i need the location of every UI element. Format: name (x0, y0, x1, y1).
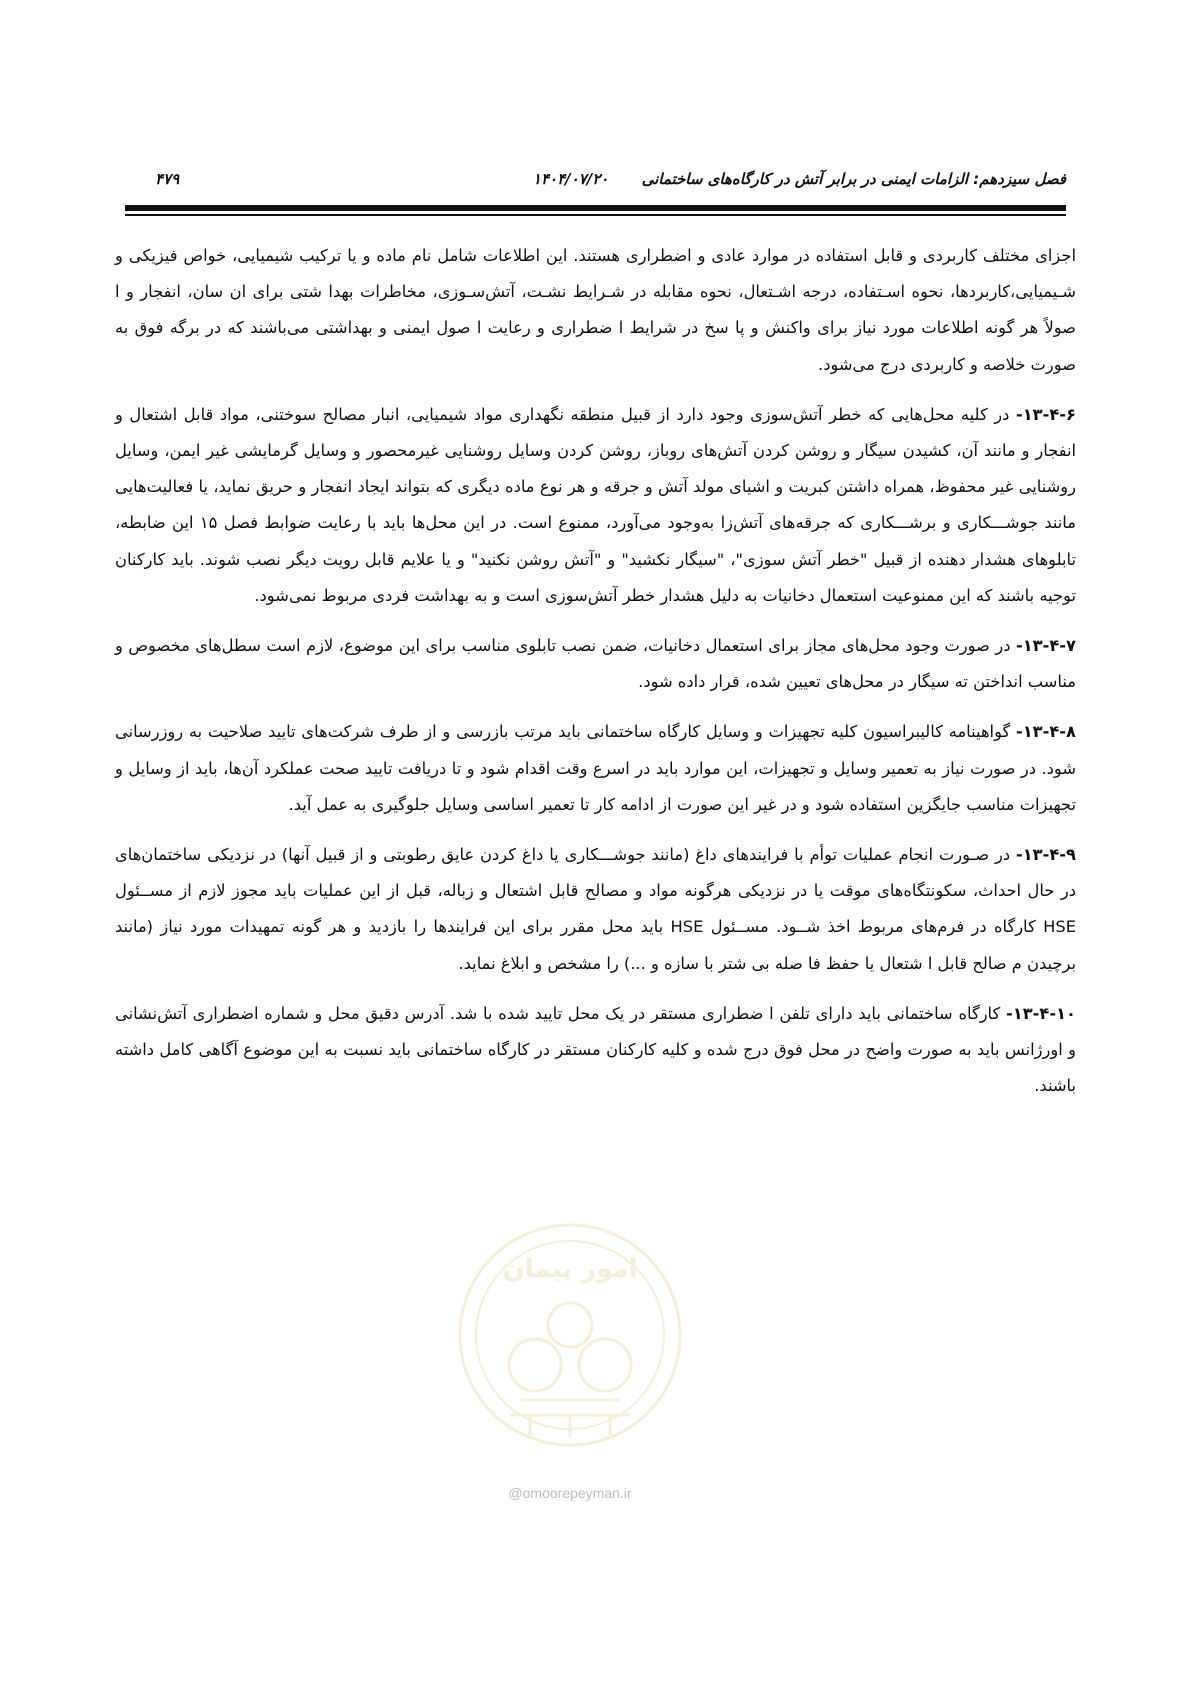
chapter-title: فصل سیزدهم: الزامات ایمنی در برابر آتش در کارگاه‌های ساختمانی (641, 170, 1066, 188)
clause-number: ۱۳-۴-۹- (1015, 845, 1076, 865)
clause-number: ۱۳-۴-۶- (1015, 404, 1076, 424)
clause-13-4-8 (115, 714, 1076, 823)
clause-number: ۱۳-۴-۸- (1015, 722, 1076, 742)
header-rule-thin (125, 214, 1066, 216)
document-body (115, 238, 1076, 1118)
page-header (125, 170, 1066, 192)
clause-text: در کلیه محل‌هایی که خطر آتش‌سوزی وجود دارد از قبیل منطقه نگهداری مواد شیمیایی، انبار مصالح سوختنی، مواد قابل اشتعال و انفجار و مانند آن، کشیدن سیگار و روشن کردن آتش‌های روباز، روشن کردن وسایل روشنایی غیرمحصور و وسایل گرمایشی غیر ایمن، وسایل روشنایی غیر محفوظ، همراه داشتن کبریت و اشیای مولد آتش و جرقه و هر نوع ماده دیگری که بتواند ایجاد انفجار و حریق نماید، یا فعالیت‌هایی مانند جوشـــکاری و برشـــکاری که جرقه‌های آتش‌زا به‌وجود می‌آورد، ممنوع است. در این محل‌ها باید با رعایت ضوابط فصل ۱۵ این ضابطه، تابلوهای هشدار دهنده از قبیل "خطر آتش سوزی"، "سیگار نکشید" و "آتش روشن نکنید" و یا علایم قابل رویت دیگر نصب شوند. باید کارکنان توجیه باشند که این ممنوعیت استعمال دخانیات به دلیل هشدار خطر آتش‌سوزی است و به بهداشت فردی مربوط نمی‌شود. (115, 404, 1076, 605)
paragraph-intro (115, 238, 1076, 383)
clause-text: گواهینامه کالیبراسیون کلیه تجهیزات و وسایل کارگاه ساختمانی باید مرتب بازرسی و از طرف شرکت‌های تایید صلاحیت به روزرسانی شود. در صورت نیاز به تعمیر وسایل و تجهیزات، این موارد باید در اسرع وقت اقدام شود و تا دریافت تایید صحت عملکرد آن‌ها، باید از وسایل و تجهیزات مناسب جایگزین استفاده شود و در غیر این صورت از ادامه کار تا تعمیر اساسی وسایل جلوگیری به عمل آید. (115, 722, 1076, 814)
watermark-logo-text: امور پیمان (502, 1254, 638, 1284)
header-rule-thick (125, 205, 1066, 211)
clause-13-4-9 (115, 837, 1076, 982)
watermark-url: @omoorepeyman.ir (508, 1485, 632, 1501)
page-number: ۴۷۹ (155, 170, 180, 188)
chapter-header (533, 170, 1066, 188)
clause-number: ۱۳-۴-۷- (1015, 636, 1076, 656)
clause-text: در صـورت انجام عملیات توأم با فرایندهای داغ (مانند جوشـــکاری یا داغ کردن عایق رطوبتی و از قبیل آنها) در نزدیکی ساختمان‌های در حال احداث، سکونتگاه‌های موقت یا در نزدیکی هرگونه مواد و مصالح قابل اشتعال و زباله، قبل از این عملیات باید مجوز لازم از مســئول HSE کارگاه در فرم‌های مربوط اخذ شــود. مســئول HSE باید محل مقرر برای این فرایندها را بازدید و هر گونه تمهیدات مورد نیاز (مانند برچیدن م صالح قابل ا شتعال یا حفظ فا صله بی شتر با سازه و ...) را مشخص و ابلاغ نماید. (115, 845, 1076, 973)
clause-text: در صورت وجود محل‌های مجاز برای استعمال دخانیات، ضمن نصب تابلوی مناسب برای این موضوع، لازم است سطل‌های مخصوص و مناسب انداختن ته سیگار در محل‌های تعیین شده، قرار داده شود. (115, 636, 1076, 692)
paragraph-text: اجزای مختلف کاربردی و قابل استفاده در موارد عادی و اضطراری هستند. این اطلاعات شامل نام ماده و یا ترکیب شیمیایی، خواص فیزیکی و شـیمیایی،کاربردها، نحوه اسـتفاده، درجه اشـتعال، نحوه مقابله در شـرایط نشـت، آتش‌سـوزی، مخاطرات بهدا شتی برای ان سان، انفجار و ا صولاً هر گونه اطلاعات مورد نیاز برای واکنش و پا سخ در شرایط ا ضطراری و رعایت ا صول ایمنی و بهداشتی می‌باشند که در برگه فوق به صورت خلاصه و کاربردی درج می‌شود. (115, 246, 1076, 374)
clause-13-4-6 (115, 397, 1076, 614)
header-date: ۱۴۰۴/۰۷/۲۰ (532, 170, 609, 188)
clause-text: کارگاه ساختمانی باید دارای تلفن ا ضطراری مستقر در یک محل تایید شده با شد. آدرس دقیق محل و شماره اضطراری آتش‌نشانی و اورژانس باید به صورت واضح در محل فوق درج شده و کلیه کارکنان مستقر در کارگاه ساختمانی باید نسبت به این موضوع آگاهی کامل داشته باشند. (115, 1003, 1076, 1096)
clause-13-4-10 (115, 996, 1076, 1105)
clause-13-4-7 (115, 628, 1076, 700)
watermark-logo (450, 1215, 690, 1455)
clause-number: ۱۳-۴-۱۰- (1006, 1003, 1076, 1023)
